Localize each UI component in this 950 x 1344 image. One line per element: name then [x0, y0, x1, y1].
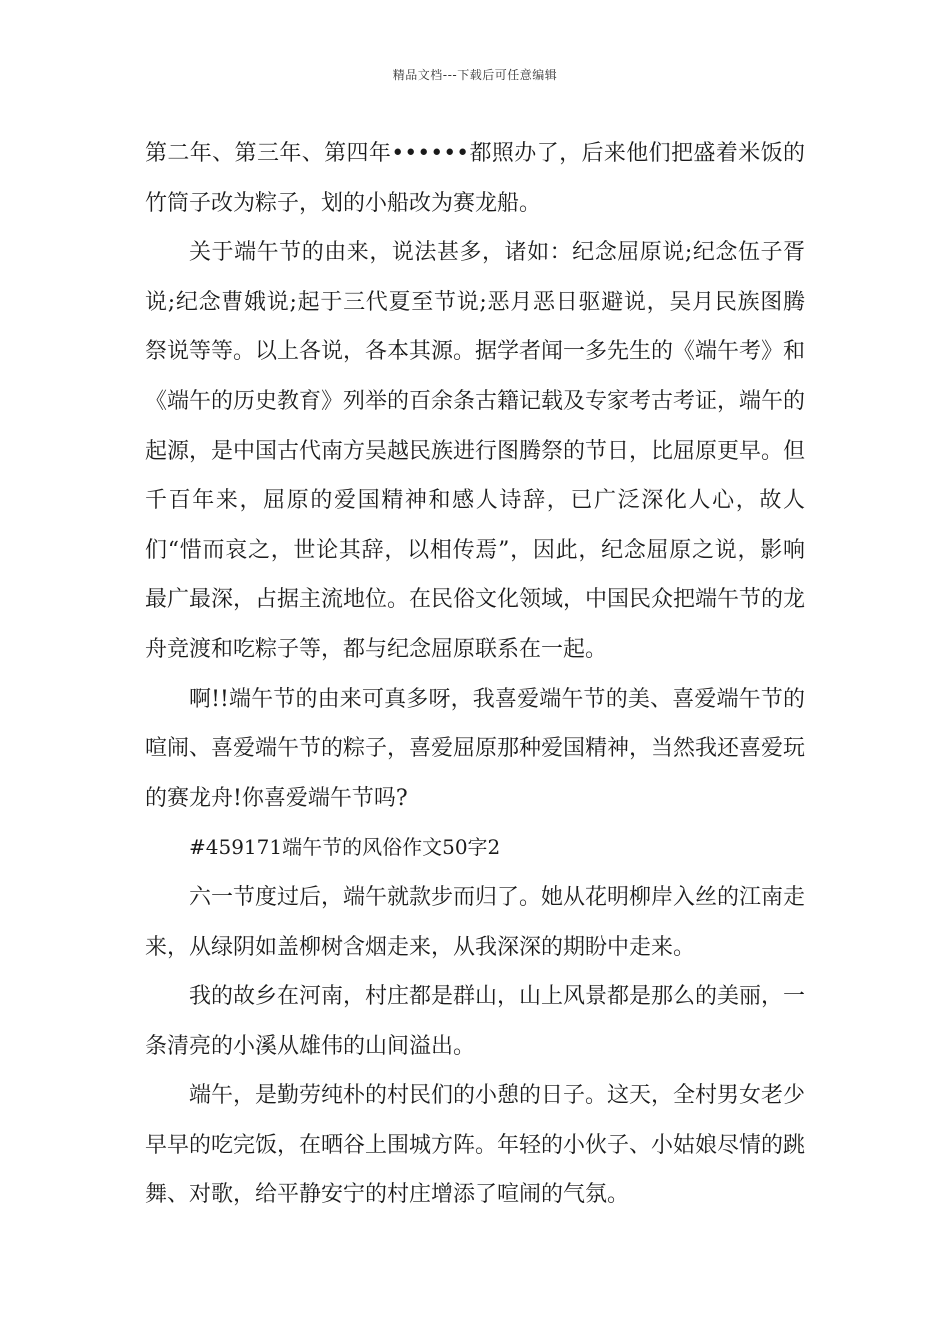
section-heading: #459171端午节的风俗作文50字2 [189, 835, 501, 860]
document-body [145, 129, 805, 1220]
page-header: 精品文档---下载后可任意编辑 [392, 68, 558, 82]
paragraph-exclamation: 啊!!端午节的由来可真多呀，我喜爱端午节的美、喜爱端午节的喧闹、喜爱端午节的粽子，喜爱屈原那种爱国精神，当然我还喜爱玩的赛龙舟!你喜爱端午节吗? [145, 686, 806, 811]
paragraph-continuation: 第二年、第三年、第四年••••••都照办了，后来他们把盛着米饭的竹筒子改为粽子，划的小船改为赛龙船。 [145, 141, 805, 216]
paragraph-hometown: 我的故乡在河南，村庄都是群山，山上风景都是那么的美丽，一条清亮的小溪从雄伟的山间溢出。 [145, 984, 806, 1059]
paragraph-origin: 关于端午节的由来，说法甚多，诸如：纪念屈原说;纪念伍子胥说;纪念曹娥说;起于三代夏至节说;恶月恶日驱避说，吴月民族图腾祭说等等。以上各说，各本其源。据学者闻一多先生的《端午考》和《端午的历史教育》列举的百余条古籍记载及专家考古考证，端午的起源，是中国古代南方吴越民族进行图腾祭的节日，比屈原更早。但千百年来，屈原的爱国精神和感人诗辞，已广泛深化人心，故人们“惜而哀之，世论其辞，以相传焉”，因此，纪念屈原之说，影响最广最深，占据主流地位。在民俗文化领域，中国民众把端午节的龙舟竞渡和吃粽子等，都与纪念屈原联系在一起。 [145, 240, 806, 662]
paragraph-festival-day: 端午，是勤劳纯朴的村民们的小憩的日子。这天，全村男女老少早早的吃完饭，在晒谷上围城方阵。年轻的小伙子、小姑娘尽情的跳舞、对歌，给平静安宁的村庄增添了喧闹的气氛。 [145, 1083, 806, 1208]
paragraph-arrival: 六一节度过后，端午就款步而归了。她从花明柳岸入丝的江南走来，从绿阴如盖柳树含烟走来，从我深深的期盼中走来。 [145, 884, 806, 960]
